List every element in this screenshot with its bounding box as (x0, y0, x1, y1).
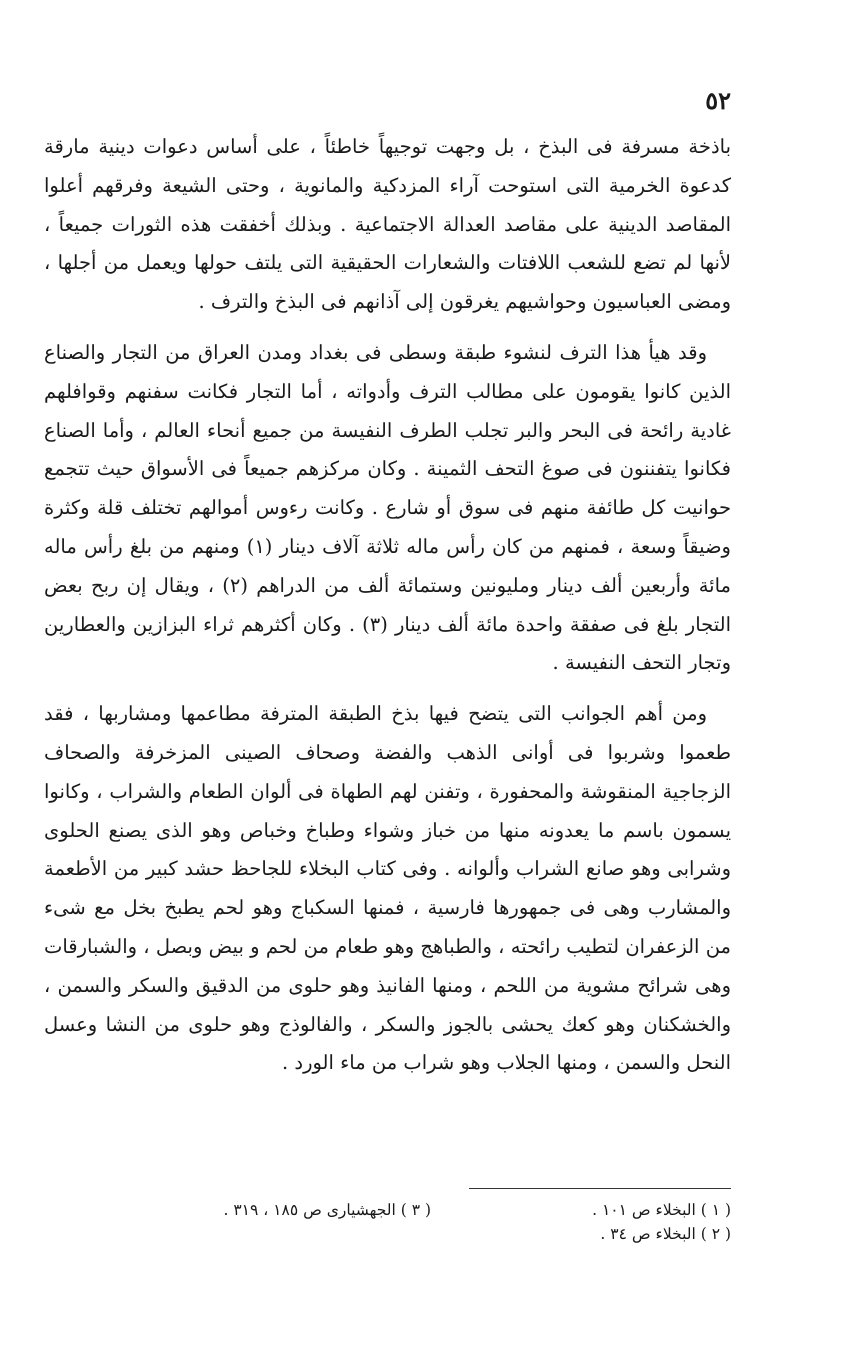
paragraph-2: وقد هيأ هذا الترف لنشوء طبقة وسطى فى بغداد ومدن العراق من التجار والصناع الذين كانوا يقومون على مطالب الترف وأدواته ، أما التجار فكانت سفنهم وقوافلهم غادية رائحة فى البحر والبر تجلب الطرف النفيسة من جميع أنحاء العالم ، وأما الصناع فكانوا يتفننون فى صوغ التحف الثمينة . وكان مركزهم جميعاً فى الأسواق حيث تتجمع حوانيت كل طائفة منهم فى سوق أو شارع . وكانت رءوس أموالهم تختلف قلة وكثرة وضيقاً وسعة ، فمنهم من كان رأس ماله ثلاثة آلاف دينار (١) ومنهم من بلغ رأس ماله مائة وأربعين ألف دينار ومليونين وستمائة ألف من الدراهم (٢) ، ويقال إن ربح بعض التجار بلغ فى صفقة واحدة مائة ألف دينار (٣) . وكان أكثرهم ثراء البزازين والعطارين وتجار التحف النفيسة . (44, 340, 731, 675)
footnote-divider (469, 1188, 731, 1189)
paragraph-3: ومن أهم الجوانب التى يتضح فيها بذخ الطبقة المترفة مطاعمها ومشاربها ، فقد طعموا وشربوا فى أوانى الذهب والفضة وصحاف الصينى المزخرفة والصحاف الزجاجية المنقوشة والمحفورة ، وتفنن لهم الطهاة فى ألوان الطعام والشراب ، وكانوا يسمون باسم ما يعدونه منها من خباز وشواء وطباخ وخباص وهو الذى يصنع الحلوى وشرابى وهو صانع الشراب وألوانه . وفى كتاب البخلاء للجاحظ حشد كبير من الأطعمة والمشارب وهى فى جمهورها فارسية ، فمنها السكباج وهو لحم يطبخ بخل مع شىء من الزعفران لتطيب رائحته ، والطباهج وهو طعام من لحم و بيض وبصل ، والشبارقات وهى شرائح مشوية من اللحم ، ومنها الفانيذ وهو حلوى من الدقيق والسكر والسمن ، والخشكنان وهو كعك يحشى بالجوز والسكر ، والفالوذج وهو حلوى من النشا وعسل النحل والسمن ، ومنها الجلاب وهو شراب من ماء الورد . (44, 702, 731, 1075)
page-number: ٥٢ (705, 86, 731, 115)
main-text (44, 128, 731, 1083)
footnote-column-left (51, 1198, 431, 1222)
footnote-2: ( ٢ ) البخلاء ص ٣٤ . (600, 1225, 731, 1243)
paragraph-1: باذخة مسرفة فى البذخ ، بل وجهت توجيهاً خاطئاً ، على أساس دعوات دينية مارقة كدعوة الخرمية التى استوحت آراء المزدكية والمانوية ، وحتى الشيعة وفرقهم أعلوا المقاصد الدينية على مقاصد العدالة الاجتماعية . وبذلك أخفقت هذه الثورات جميعاً ، لأنها لم تضع للشعب اللافتات والشعارات الحقيقية التى يلتف حولها ويعمل من أجلها ، ومضى العباسيون وحواشيهم يغرقون إلى آذانهم فى البذخ والترف . (44, 135, 731, 314)
footnote-3: ( ٣ ) الجهشيارى ص ١٨٥ ، ٣١٩ . (223, 1201, 431, 1219)
footnote-1: ( ١ ) البخلاء ص ١٠١ . (592, 1201, 731, 1219)
footnote-column-right (471, 1198, 731, 1246)
